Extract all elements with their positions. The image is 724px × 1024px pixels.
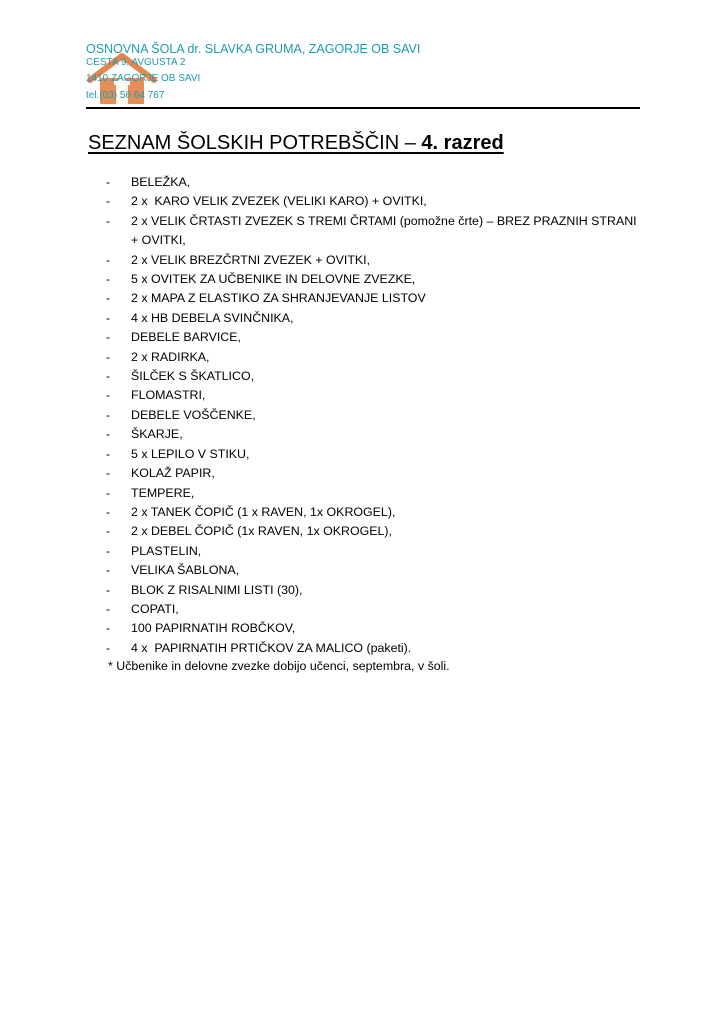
school-phone: tel.(03) 56 64 767	[86, 90, 165, 101]
list-item-text: 5 x LEPILO V STIKU,	[131, 446, 250, 461]
list-item	[106, 561, 646, 580]
list-item-text: KOLAŽ PAPIR,	[131, 466, 215, 481]
header-divider	[86, 107, 640, 109]
list-dash: -	[106, 272, 111, 287]
list-item	[106, 367, 646, 386]
list-item	[106, 600, 646, 619]
list-dash: -	[106, 407, 111, 422]
list-item	[106, 192, 646, 211]
list-dash: -	[106, 252, 111, 267]
list-item	[106, 425, 646, 444]
letterhead	[86, 40, 626, 108]
list-item-text: TEMPERE,	[131, 485, 195, 500]
list-item	[106, 289, 646, 308]
list-item-text: 4 x PAPIRNATIH PRTIČKOV ZA MALICO (paketi).	[131, 640, 412, 655]
list-dash: -	[106, 175, 111, 189]
list-item-text: 2 x RADIRKA,	[131, 349, 210, 364]
title-main: SEZNAM ŠOLSKIH POTREBŠČIN –	[88, 132, 422, 154]
school-street: CESTA 9. AVGUSTA 2	[86, 57, 186, 68]
list-item-text: BELEŽKA,	[131, 175, 191, 189]
list-item-text: 2 x TANEK ČOPIČ (1 x RAVEN, 1x OKROGEL),	[131, 504, 396, 519]
list-dash: -	[106, 310, 111, 325]
list-item	[106, 503, 646, 522]
list-item-text: FLOMASTRI,	[131, 388, 206, 403]
list-dash: -	[106, 349, 111, 364]
list-dash: -	[106, 601, 111, 616]
list-item-text: 2 x VELIK BREZČRTNI ZVEZEK + OVITKI,	[131, 252, 371, 267]
list-dash: -	[106, 369, 111, 384]
list-item	[106, 619, 646, 638]
list-item	[106, 406, 646, 425]
list-dash: -	[106, 291, 111, 306]
list-item	[106, 270, 646, 289]
list-item-text: 2 x KARO VELIK ZVEZEK (VELIKI KARO) + OVITKI,	[131, 194, 427, 209]
list-item	[106, 309, 646, 328]
list-item	[106, 251, 646, 270]
list-item	[106, 542, 646, 561]
list-dash: -	[106, 194, 111, 209]
list-item-text: BLOK Z RISALNIMI LISTI (30),	[131, 582, 303, 597]
list-item-text: VELIKA ŠABLONA,	[131, 563, 240, 578]
list-dash: -	[106, 213, 111, 228]
page-title	[88, 132, 504, 155]
list-item-text: 100 PAPIRNATIH ROBČKOV,	[131, 621, 296, 636]
list-item	[106, 328, 646, 347]
list-item-text: ŠILČEK S ŠKATLICO,	[131, 369, 255, 384]
list-item-text: DEBELE VOŠČENKE,	[131, 407, 256, 422]
list-item-text: PLASTELIN,	[131, 543, 202, 558]
title-grade: 4. razred	[421, 132, 504, 154]
list-item-text: COPATI,	[131, 601, 179, 616]
list-item	[106, 445, 646, 464]
footnote: * Učbenike in delovne zvezke dobijo učenci, septembra, v šoli.	[108, 659, 450, 673]
list-dash: -	[106, 388, 111, 403]
list-item-text: ŠKARJE,	[131, 427, 183, 442]
list-item	[106, 484, 646, 503]
list-item	[106, 639, 646, 658]
list-dash: -	[106, 446, 111, 461]
list-item	[106, 212, 646, 251]
list-item-text: 5 x OVITEK ZA UČBENIKE IN DELOVNE ZVEZKE,	[131, 272, 416, 287]
list-dash: -	[106, 524, 111, 539]
list-dash: -	[106, 466, 111, 481]
supplies-list	[106, 173, 646, 658]
list-item	[106, 386, 646, 405]
list-item	[106, 581, 646, 600]
list-dash: -	[106, 330, 111, 345]
list-dash: -	[106, 582, 111, 597]
list-item-text: 2 x VELIK ČRTASTI ZVEZEK S TREMI ČRTAMI (pomožne črte) – BREZ PRAZNIH STRANI + OVITKI,	[131, 213, 641, 248]
list-dash: -	[106, 543, 111, 558]
list-dash: -	[106, 563, 111, 578]
list-dash: -	[106, 427, 111, 442]
list-item-text: 4 x HB DEBELA SVINČNIKA,	[131, 310, 294, 325]
list-item-text: 2 x MAPA Z ELASTIKO ZA SHRANJEVANJE LISTOV	[131, 291, 426, 306]
list-dash: -	[106, 640, 111, 655]
list-item-text: 2 x DEBEL ČOPIČ (1x RAVEN, 1x OKROGEL),	[131, 524, 392, 539]
school-name: OSNOVNA ŠOLA dr. SLAVKA GRUMA, ZAGORJE OB SAVI	[86, 42, 421, 56]
list-item	[106, 173, 646, 192]
list-item	[106, 522, 646, 541]
list-dash: -	[106, 504, 111, 519]
list-item	[106, 348, 646, 367]
list-dash: -	[106, 485, 111, 500]
list-dash: -	[106, 621, 111, 636]
list-item-text: DEBELE BARVICE,	[131, 330, 241, 345]
school-city: 1410 ZAGORJE OB SAVI	[86, 73, 201, 84]
list-item	[106, 464, 646, 483]
